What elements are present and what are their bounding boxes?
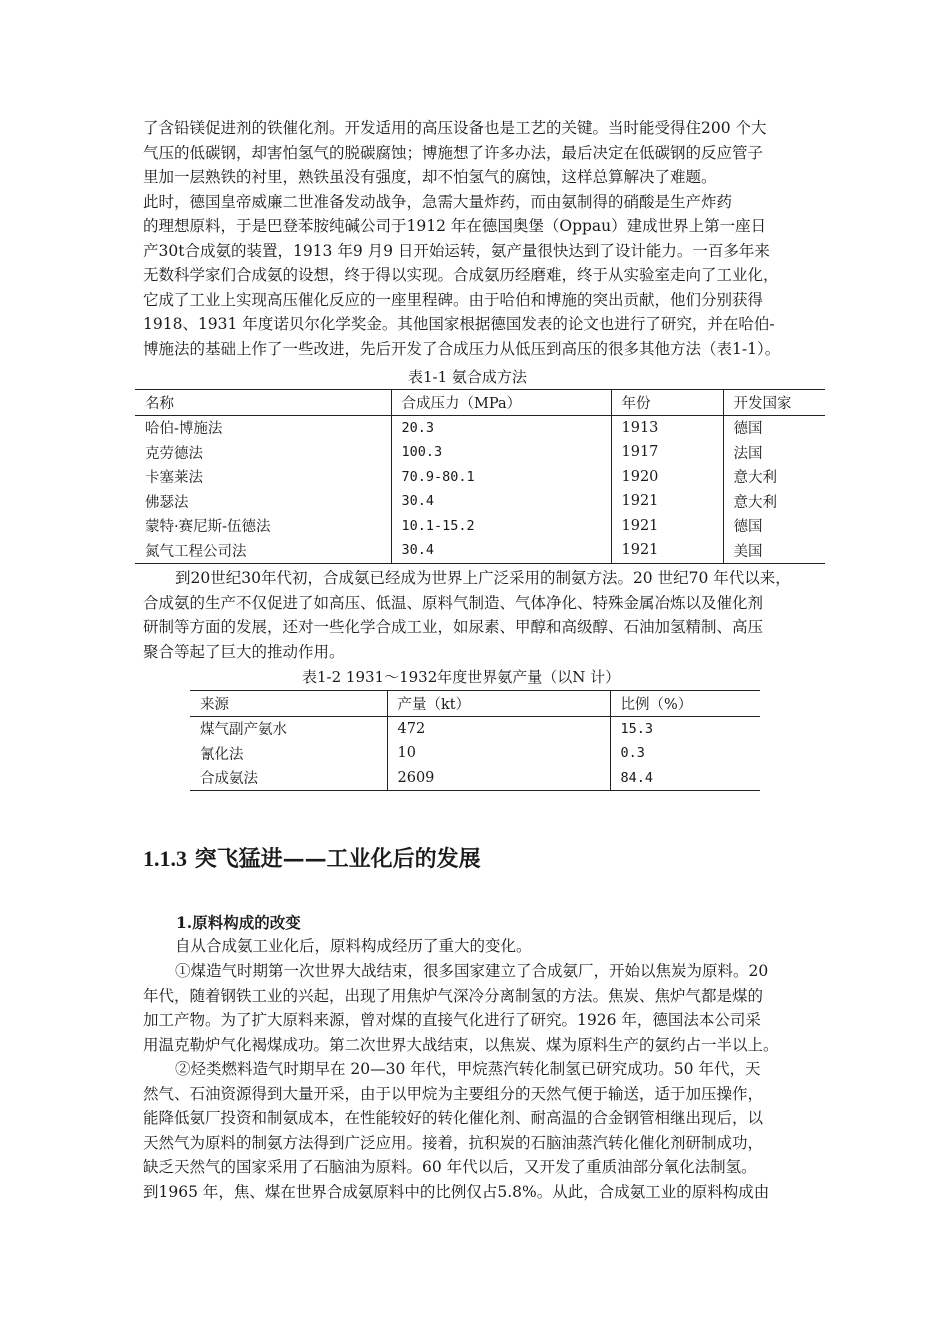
text-line: 然气、石油资源得到大量开采，由于以甲烷为主要组分的天然气便于输送，适于加压操作， xyxy=(143,1084,764,1103)
method-name-cell: 氮气工程公司法 xyxy=(135,538,391,563)
column-header: 年份 xyxy=(611,390,723,416)
country-cell: 意大利 xyxy=(723,489,825,514)
column-header: 比例（%） xyxy=(610,691,760,717)
year-cell: 1913 xyxy=(611,415,723,440)
subsection-title: 原料构成的改变 xyxy=(192,913,301,932)
table-row xyxy=(190,716,760,741)
year-cell: 1921 xyxy=(611,489,723,514)
year-cell: 1917 xyxy=(611,440,723,465)
text-line: 此时，德国皇帝威廉二世准备发动战争，急需大量炸药，而由氨制得的硝酸是生产炸药 xyxy=(143,192,733,211)
year-cell: 1921 xyxy=(611,514,723,539)
text-line: 里加一层熟铁的衬里，熟铁虽没有强度，却不怕氢气的腐蚀，这样总算解决了难题。 xyxy=(143,168,717,186)
table-row xyxy=(135,538,825,563)
text-line: 年代，随着钢铁工业的兴起，出现了用焦炉气深冷分离制氢的方法。焦炭、焦炉气都是煤的 xyxy=(143,986,764,1005)
paragraph-1930s xyxy=(143,566,811,664)
text-line: 到1965 年，焦、煤在世界合成氨原料中的比例仅占5.8%。从此，合成氨工业的原料构成由 xyxy=(143,1182,770,1201)
text-line: ②烃类燃料造气时期早在 20—30 年代，甲烷蒸汽转化制氢已研究成功。50 年代，天 xyxy=(175,1060,761,1078)
text-line: 加工产物。为了扩大原料来源，曾对煤的直接气化进行了研究。1926 年，德国法本公司采 xyxy=(143,1011,761,1029)
text-line: 的理想原料，于是巴登苯胺纯碱公司于1912 年在德国奥堡（Oppau）建成世界上第一座日 xyxy=(143,217,767,235)
table-row xyxy=(135,440,825,465)
text-line: 合成氨的生产不仅促进了如高压、低温、原料气制造、气体净化、特殊金属冶炼以及催化剂 xyxy=(143,593,764,612)
column-header: 名称 xyxy=(135,390,391,416)
table-row xyxy=(190,741,760,766)
intro-paragraph xyxy=(143,116,811,361)
source-cell: 氰化法 xyxy=(200,746,244,763)
table1-caption: 表1-1 氨合成方法 xyxy=(408,368,527,386)
method-name-cell: 哈伯-博施法 xyxy=(145,421,223,438)
text-line: 用温克勒炉气化褐煤成功。第二次世界大战结束，以焦炭、煤为原料生产的氨约占一半以上。 xyxy=(143,1035,779,1054)
source-cell: 煤气副产氨水 xyxy=(200,722,287,739)
ratio-cell: 0.3 xyxy=(610,741,760,766)
text-line: 缺乏天然气的国家采用了石脑油为原料。60 年代以后，又开发了重质油部分氧化法制氢。 xyxy=(143,1158,757,1176)
output-cell: 2609 xyxy=(387,766,610,791)
paragraph-hydrocarbon-fuel xyxy=(143,1057,811,1204)
text-line: 自从合成氨工业化后，原料构成经历了重大的变化。 xyxy=(175,937,532,955)
source-cell: 合成氨法 xyxy=(190,766,387,791)
text-line: 聚合等起了巨大的推动作用。 xyxy=(143,642,345,661)
section-number: 1.1.3 xyxy=(143,846,187,871)
country-cell: 意大利 xyxy=(723,465,825,490)
text-line: 天然气为原料的制氨方法得到广泛应用。接着，抗积炭的石脑油蒸汽转化催化剂研制成功， xyxy=(143,1133,764,1152)
method-name-cell: 克劳德法 xyxy=(145,445,203,462)
column-header: 合成压力（MPa） xyxy=(391,390,611,416)
paragraph-coal-gasification xyxy=(143,959,811,1057)
subsection-heading xyxy=(176,912,301,934)
country-cell: 法国 xyxy=(723,440,825,465)
section-heading xyxy=(143,845,481,873)
pressure-cell: 10.1-15.2 xyxy=(391,514,611,539)
pressure-cell: 30.4 xyxy=(391,489,611,514)
country-cell: 美国 xyxy=(723,538,825,563)
text-line: 1918、1931 年度诺贝尔化学奖金。其他国家根据德国发表的论文也进行了研究，并在哈伯- xyxy=(143,315,775,333)
text-line: 到20世纪30年代初，合成氨已经成为世界上广泛采用的制氨方法。20 世纪70 年代以来， xyxy=(175,569,791,587)
country-cell: 德国 xyxy=(723,415,825,440)
table-row xyxy=(135,489,825,514)
method-name-cell: 佛瑟法 xyxy=(145,494,189,511)
subsection-number: 1. xyxy=(176,913,193,932)
column-header: 来源 xyxy=(190,691,387,717)
country-cell: 德国 xyxy=(723,514,825,539)
pressure-cell: 100.3 xyxy=(391,440,611,465)
column-header: 产量（kt） xyxy=(387,691,610,717)
table-row xyxy=(190,766,760,791)
pressure-cell: 70.9-80.1 xyxy=(391,465,611,490)
table-row xyxy=(135,514,825,539)
output-cell: 10 xyxy=(387,741,610,766)
ammonia-synthesis-methods-table xyxy=(135,389,825,564)
text-line: 能降低氨厂投资和制氨成本，在性能较好的转化催化剂、耐高温的合金钢管相继出现后，以 xyxy=(143,1109,764,1127)
output-cell: 472 xyxy=(387,716,610,741)
ratio-cell: 15.3 xyxy=(610,716,760,741)
ratio-cell: 84.4 xyxy=(610,766,760,791)
table-header-row xyxy=(190,691,760,717)
world-ammonia-output-table xyxy=(190,690,760,791)
text-line: 研制等方面的发展，还对一些化学合成工业，如尿素、甲醇和高级醇、石油加氢精制、高压 xyxy=(143,618,764,636)
text-line: 无数科学家们合成氨的设想，终于得以实现。合成氨历经磨难，终于从实验室走向了工业化， xyxy=(143,266,779,284)
method-name-cell: 卡塞莱法 xyxy=(145,470,203,487)
text-line: 它成了工业上实现高压催化反应的一座里程碑。由于哈伯和博施的突出贡献，他们分别获得 xyxy=(143,290,764,309)
column-header: 开发国家 xyxy=(723,390,825,416)
table-row xyxy=(135,415,825,440)
text-line: 气压的低碳钢，却害怕氢气的脱碳腐蚀；博施想了许多办法，最后决定在低碳钢的反应管子 xyxy=(143,143,764,162)
paragraph-raw-materials-intro xyxy=(143,934,811,959)
text-line: 博施法的基础上作了一些改进，先后开发了合成压力从低压到高压的很多其他方法（表1-1）。 xyxy=(143,339,781,358)
method-name-cell: 蒙特·赛尼斯-伍德法 xyxy=(145,519,271,536)
section-title: 突飞猛进——工业化后的发展 xyxy=(194,846,481,872)
table-row xyxy=(135,465,825,490)
year-cell: 1920 xyxy=(611,465,723,490)
year-cell: 1921 xyxy=(611,538,723,563)
table2-caption: 表1-2 1931～1932年度世界氨产量（以N 计） xyxy=(302,668,621,686)
text-line: 了含铅镁促进剂的铁催化剂。开发适用的高压设备也是工艺的关键。当时能受得住200 个大 xyxy=(143,119,767,137)
pressure-cell: 30.4 xyxy=(391,538,611,563)
text-line: 产30t合成氨的装置，1913 年9 月9 日开始运转，氨产量很快达到了设计能力。一百多年来 xyxy=(143,241,770,260)
text-line: ①煤造气时期第一次世界大战结束，很多国家建立了合成氨厂，开始以焦炭为原料。20 xyxy=(175,962,769,980)
pressure-cell: 20.3 xyxy=(391,415,611,440)
table-header-row xyxy=(135,390,825,416)
